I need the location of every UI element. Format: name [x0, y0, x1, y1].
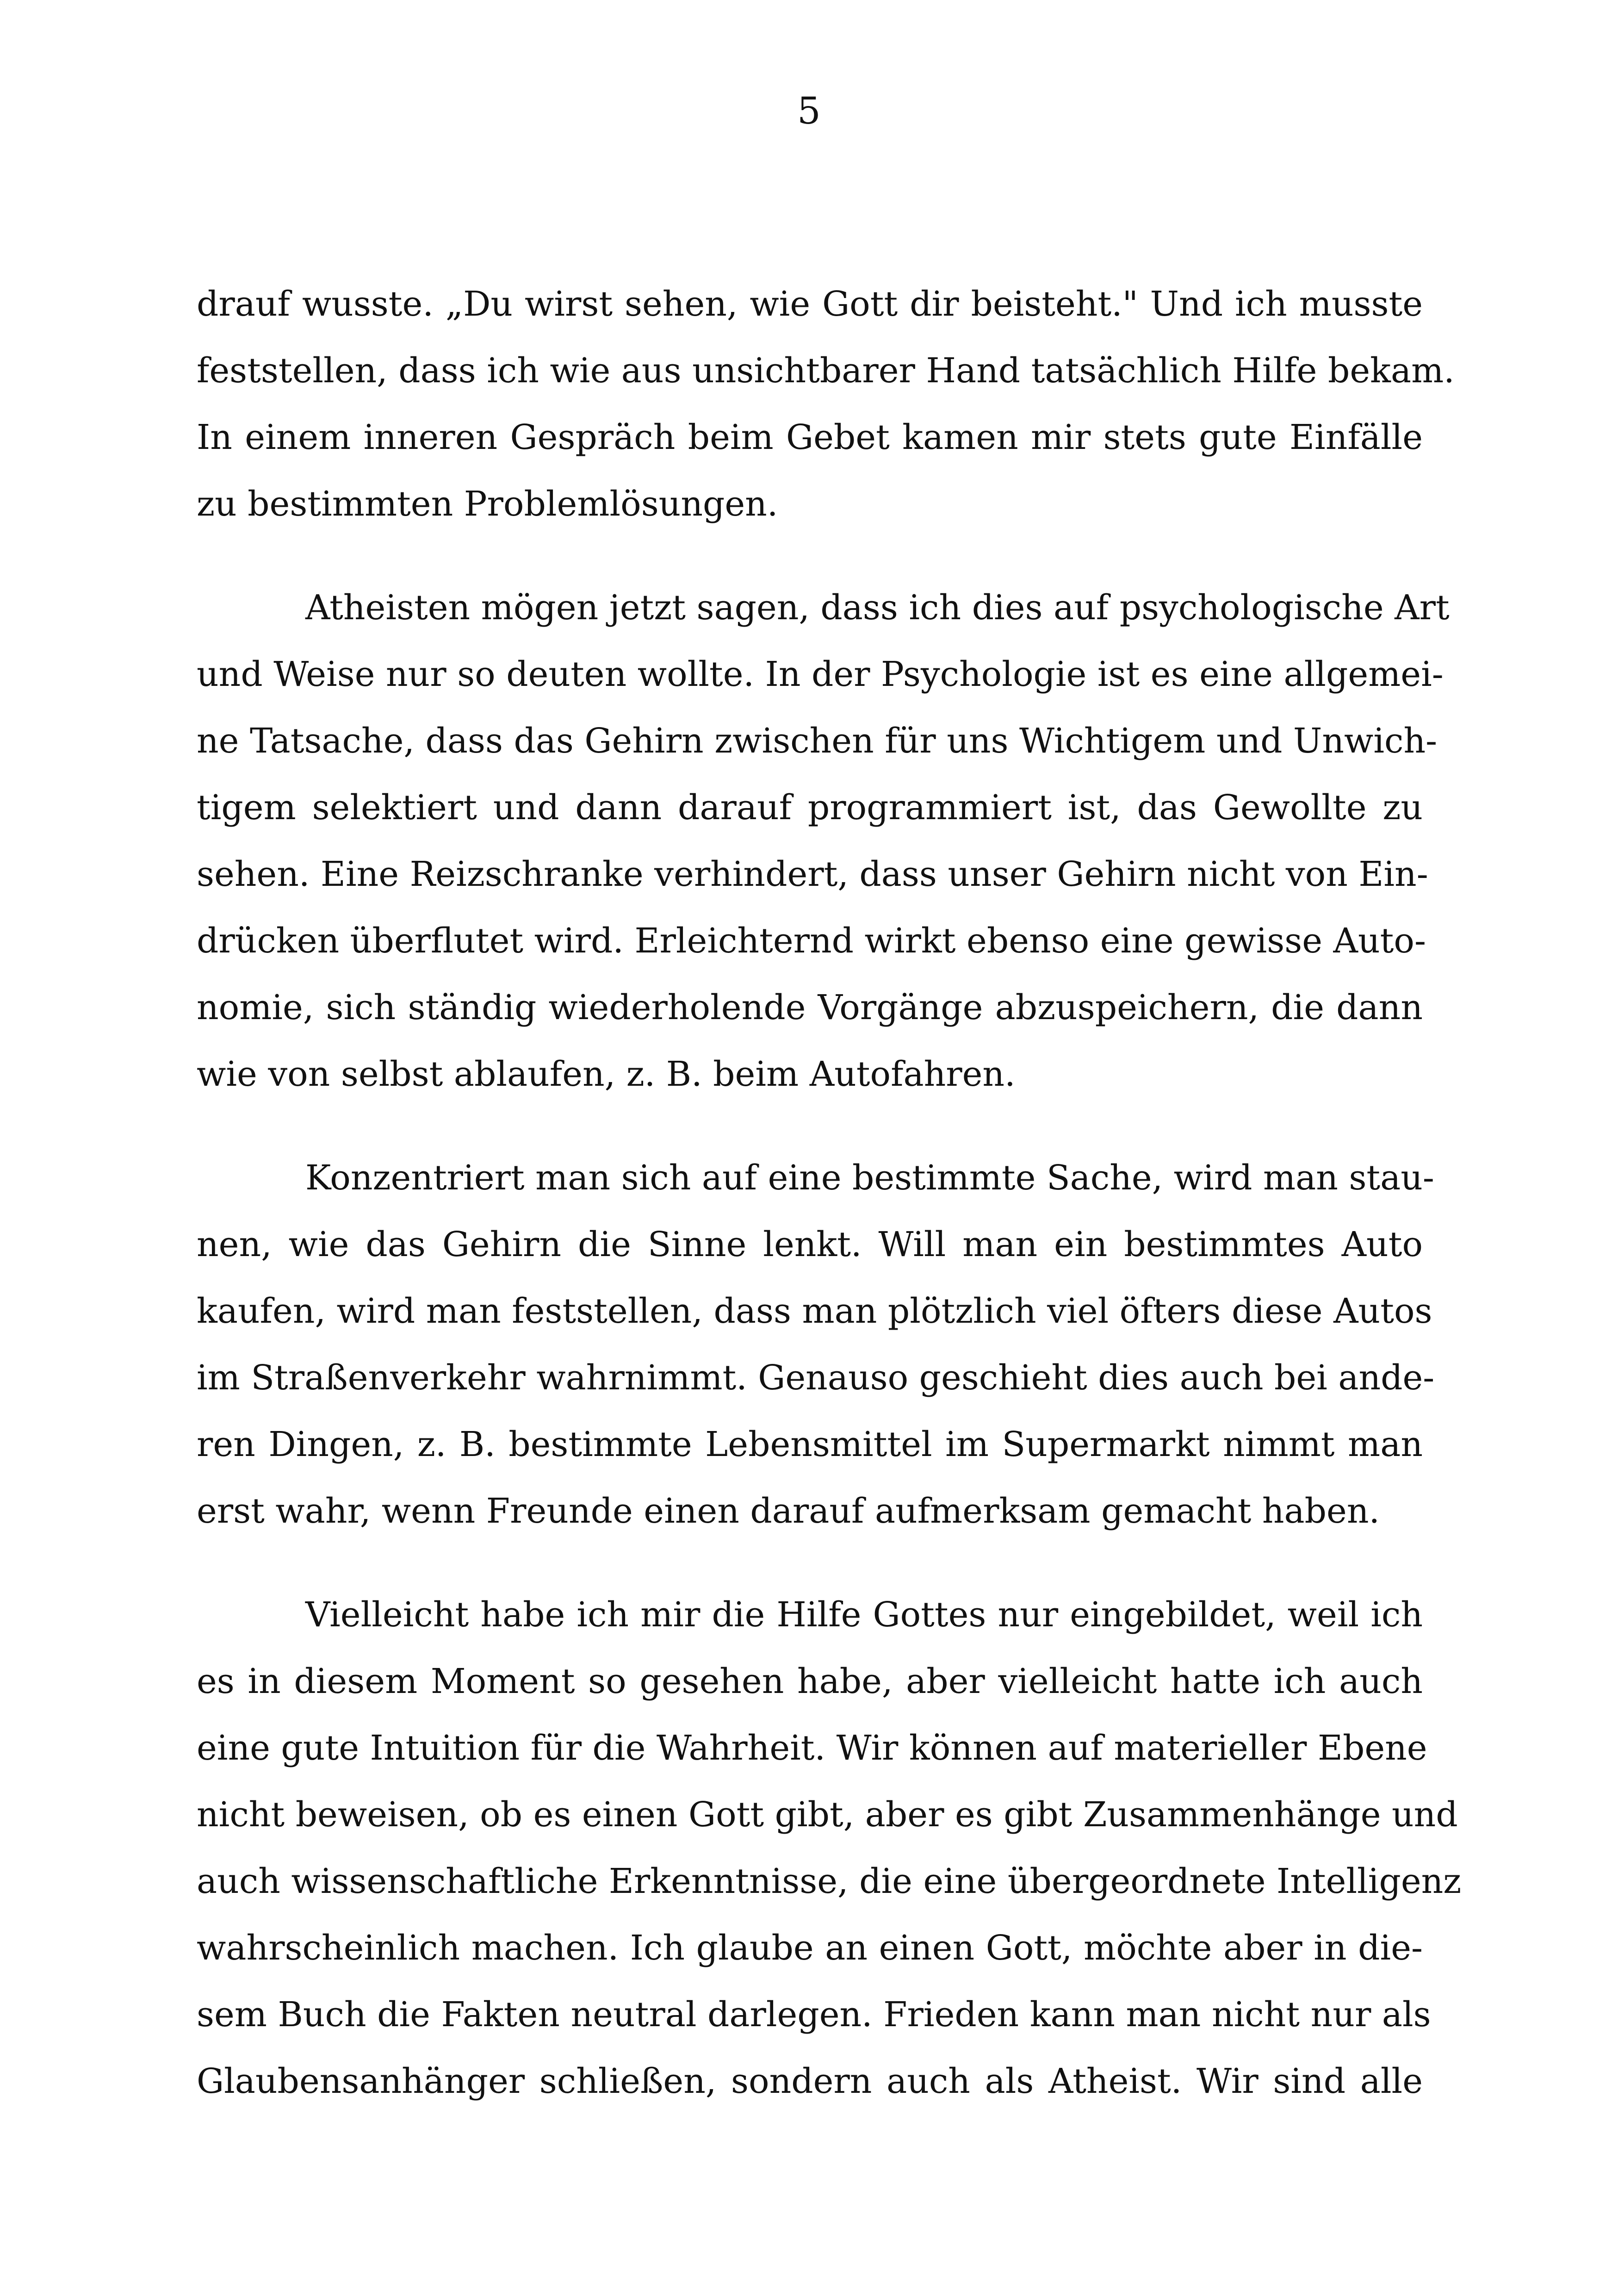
text-line: ne Tatsache, dass das Gehirn zwischen für uns Wichtigem und Unwich- [197, 721, 1438, 761]
text-line: In einem inneren Gespräch beim Gebet kamen mir stets gute Einfälle [197, 417, 1423, 457]
text-line: eine gute Intuition für die Wahrheit. Wir können auf materieller Ebene [197, 1728, 1427, 1768]
text-line: Glaubensanhänger schließen, sondern auch als Atheist. Wir sind alle [197, 2061, 1423, 2101]
text-line: zu bestimmten Problemlösungen. [197, 484, 778, 524]
text-line: ren Dingen, z. B. bestimmte Lebensmittel im Supermarkt nimmt man [197, 1425, 1423, 1464]
text-line: nen, wie das Gehirn die Sinne lenkt. Will man ein bestimmtes Auto [197, 1225, 1423, 1264]
text-line: nomie, sich ständig wiederholende Vorgänge abzuspeichern, die dann [197, 988, 1423, 1027]
text-line: Vielleicht habe ich mir die Hilfe Gottes nur eingebildet, weil ich [305, 1595, 1423, 1635]
text-line: kaufen, wird man feststellen, dass man plötzlich viel öfters diese Autos [197, 1291, 1432, 1331]
text-line: feststellen, dass ich wie aus unsichtbarer Hand tatsächlich Hilfe bekam. [197, 351, 1455, 391]
text-line: drücken überflutet wird. Erleichternd wirkt ebenso eine gewisse Auto- [197, 921, 1426, 961]
text-line: drauf wusste. „Du wirst sehen, wie Gott dir beisteht." Und ich musste [197, 284, 1423, 324]
page-number: 5 [797, 89, 821, 132]
text-line: nicht beweisen, ob es einen Gott gibt, aber es gibt Zusammenhänge und [197, 1795, 1458, 1835]
text-line: im Straßenverkehr wahrnimmt. Genauso geschieht dies auch bei ande- [197, 1358, 1435, 1398]
paragraph-1 [197, 271, 1455, 537]
body-text [197, 271, 1462, 2115]
text-line: Atheisten mögen jetzt sagen, dass ich dies auf psychologische Art [305, 588, 1450, 628]
paragraph-2 [197, 574, 1450, 1108]
text-line: auch wissenschaftliche Erkenntnisse, die eine übergeordnete Intelligenz [197, 1861, 1462, 1901]
text-line: tigem selektiert und dann darauf programmiert ist, das Gewollte zu [197, 788, 1423, 828]
text-line: wie von selbst ablaufen, z. B. beim Autofahren. [197, 1054, 1016, 1094]
text-line: erst wahr, wenn Freunde einen darauf aufmerksam gemacht haben. [197, 1491, 1380, 1531]
text-line: es in diesem Moment so gesehen habe, aber vielleicht hatte ich auch [197, 1661, 1423, 1701]
text-line: sehen. Eine Reizschranke verhindert, dass unser Gehirn nicht von Ein- [197, 854, 1428, 894]
paragraph-4 [197, 1581, 1462, 2115]
text-line: wahrscheinlich machen. Ich glaube an einen Gott, möchte aber in die- [197, 1928, 1423, 1968]
text-line: Konzentriert man sich auf eine bestimmte Sache, wird man stau- [305, 1158, 1434, 1198]
text-line: und Weise nur so deuten wollte. In der Psychologie ist es eine allgemei- [197, 654, 1444, 694]
text-line: sem Buch die Fakten neutral darlegen. Frieden kann man nicht nur als [197, 1995, 1431, 2035]
paragraph-3 [197, 1145, 1435, 1544]
